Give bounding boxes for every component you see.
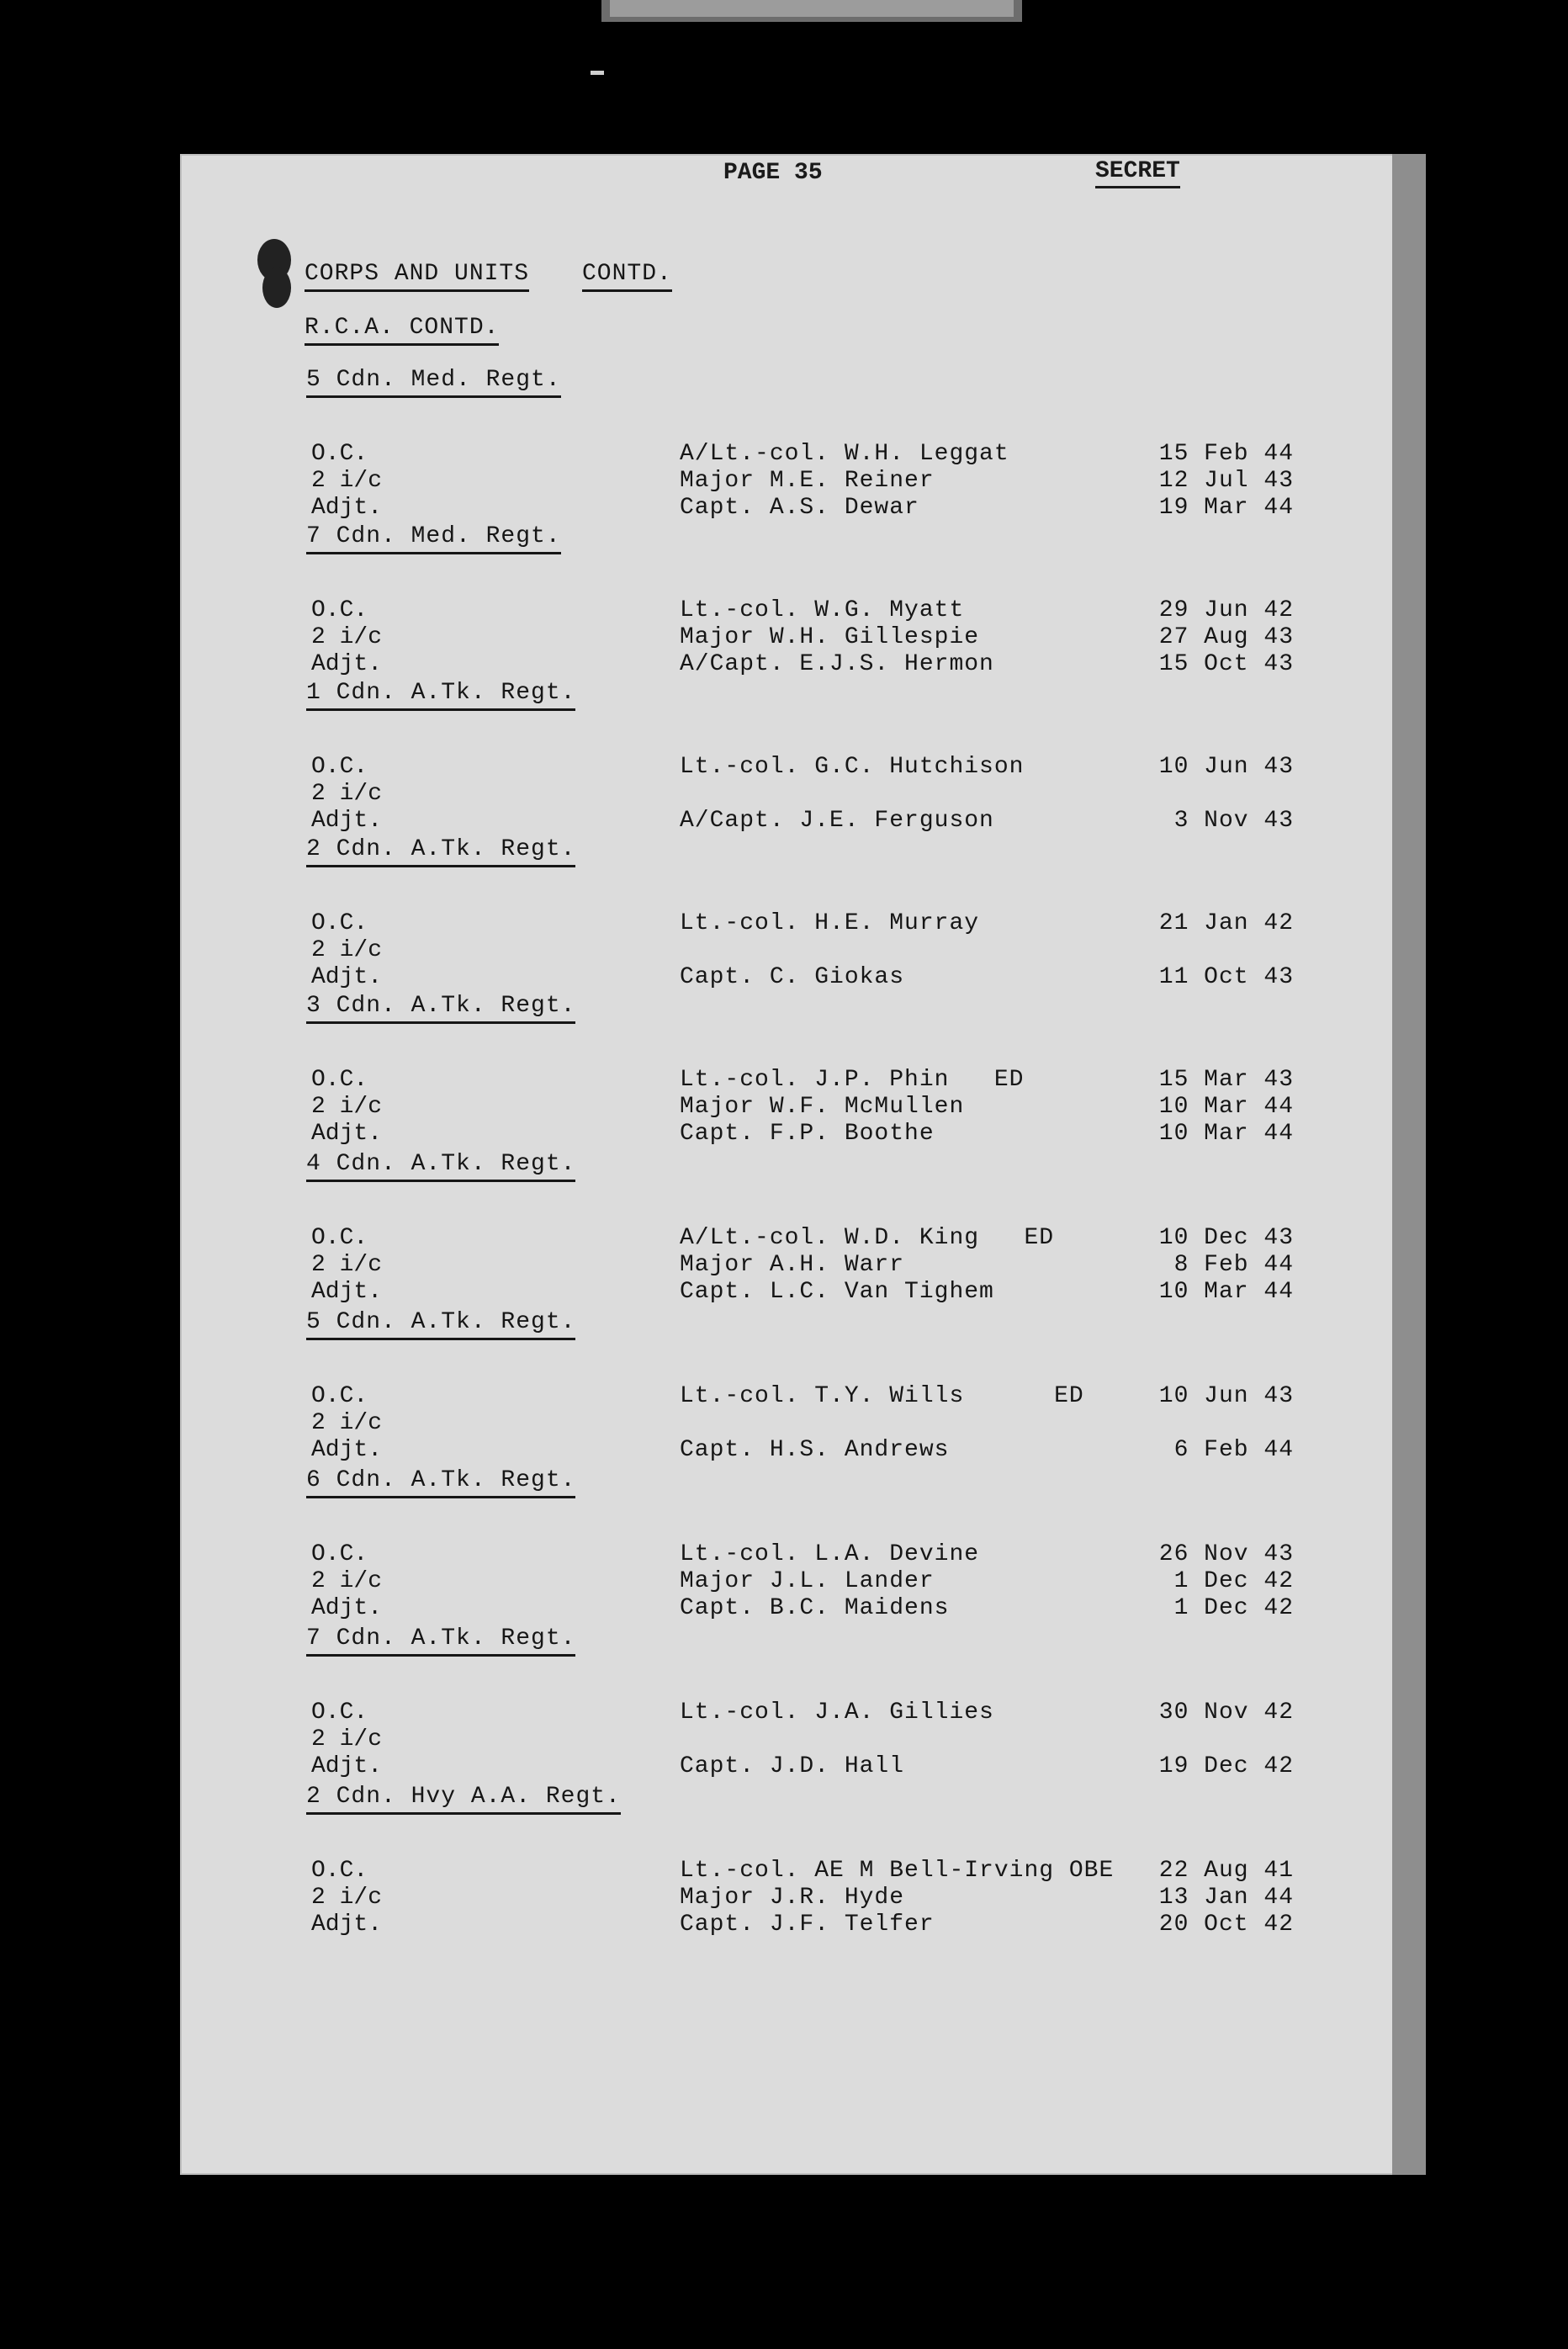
officer-name: Major M.E. Reiner xyxy=(680,468,935,494)
officer-name: Major W.H. Gillespie xyxy=(680,624,980,650)
appointment-date: 6 Feb 44 xyxy=(1173,1437,1294,1463)
appointment-date: 27 Aug 43 xyxy=(1158,624,1294,650)
appointment-role: 2 i/c xyxy=(311,468,383,494)
appointment-role: Adjt. xyxy=(311,495,383,521)
section-title-contd: CONTD. xyxy=(582,261,672,292)
appointment-role: O.C. xyxy=(311,754,368,780)
appointment-role: 2 i/c xyxy=(311,1410,383,1436)
officer-name: Capt. F.P. Boothe xyxy=(680,1121,935,1147)
appointment-date: 15 Mar 43 xyxy=(1158,1067,1294,1093)
appointment-row xyxy=(0,1279,1568,1306)
officer-name: Lt.-col. AE M Bell-Irving OBE xyxy=(680,1858,1115,1884)
appointment-date: 10 Jun 43 xyxy=(1158,754,1294,780)
appointment-row xyxy=(0,468,1568,495)
appointment-date: 12 Jul 43 xyxy=(1158,468,1294,494)
appointment-row xyxy=(0,1437,1568,1464)
appointment-role: O.C. xyxy=(311,597,368,623)
officer-name: Lt.-col. W.G. Myatt xyxy=(680,597,965,623)
appointment-date: 20 Oct 42 xyxy=(1158,1912,1294,1938)
officer-name: Capt. J.D. Hall xyxy=(680,1753,905,1779)
appointment-row xyxy=(0,1753,1568,1780)
unit-heading: 5 Cdn. A.Tk. Regt. xyxy=(306,1309,575,1340)
appointment-row xyxy=(0,624,1568,651)
appointment-role: O.C. xyxy=(311,1067,368,1093)
officer-name: Lt.-col. T.Y. Wills ED xyxy=(680,1383,1084,1409)
appointment-role: 2 i/c xyxy=(311,1726,383,1752)
officer-name: Capt. B.C. Maidens xyxy=(680,1595,950,1621)
unit-heading: 2 Cdn. A.Tk. Regt. xyxy=(306,836,575,867)
appointment-role: Adjt. xyxy=(311,1437,383,1463)
officer-name: Major J.L. Lander xyxy=(680,1568,935,1594)
appointment-row xyxy=(0,1067,1568,1094)
officer-name: Capt. H.S. Andrews xyxy=(680,1437,950,1463)
appointment-date: 8 Feb 44 xyxy=(1173,1252,1294,1278)
unit-heading: 4 Cdn. A.Tk. Regt. xyxy=(306,1151,575,1182)
appointment-row xyxy=(0,1595,1568,1622)
appointment-row xyxy=(0,1858,1568,1885)
appointment-date: 1 Dec 42 xyxy=(1173,1595,1294,1621)
appointment-row xyxy=(0,1885,1568,1912)
officer-name: A/Lt.-col. W.H. Leggat xyxy=(680,441,1009,467)
appointment-role: Adjt. xyxy=(311,808,383,834)
appointment-role: Adjt. xyxy=(311,1753,383,1779)
appointment-row xyxy=(0,1383,1568,1410)
appointment-role: Adjt. xyxy=(311,964,383,990)
appointment-row xyxy=(0,937,1568,964)
officer-name: Capt. J.F. Telfer xyxy=(680,1912,935,1938)
appointment-row xyxy=(0,910,1568,937)
unit-heading: 6 Cdn. A.Tk. Regt. xyxy=(306,1467,575,1498)
appointment-date: 15 Feb 44 xyxy=(1158,441,1294,467)
officer-name: Capt. L.C. Van Tighem xyxy=(680,1279,994,1305)
appointment-row xyxy=(0,1912,1568,1938)
appointment-role: 2 i/c xyxy=(311,781,383,807)
appointment-date: 10 Mar 44 xyxy=(1158,1121,1294,1147)
appointment-role: Adjt. xyxy=(311,1279,383,1305)
appointment-date: 10 Mar 44 xyxy=(1158,1094,1294,1120)
appointment-date: 10 Mar 44 xyxy=(1158,1279,1294,1305)
appointment-row xyxy=(0,754,1568,781)
appointment-date: 15 Oct 43 xyxy=(1158,651,1294,677)
officer-name: Lt.-col. J.P. Phin ED xyxy=(680,1067,1025,1093)
unit-heading: 7 Cdn. Med. Regt. xyxy=(306,523,561,554)
section-title: CORPS AND UNITS xyxy=(305,261,529,292)
appointment-row xyxy=(0,1252,1568,1279)
appointment-date: 10 Jun 43 xyxy=(1158,1383,1294,1409)
appointment-row xyxy=(0,495,1568,522)
unit-heading: 1 Cdn. A.Tk. Regt. xyxy=(306,680,575,711)
subsection-title: R.C.A. CONTD. xyxy=(305,315,499,346)
appointment-row xyxy=(0,1094,1568,1121)
adjacent-frame-strip-inner xyxy=(610,0,1014,17)
appointment-row xyxy=(0,808,1568,835)
officer-name: Lt.-col. L.A. Devine xyxy=(680,1541,980,1567)
appointment-role: O.C. xyxy=(311,1383,368,1409)
appointment-row xyxy=(0,1699,1568,1726)
classification-mark: SECRET xyxy=(1095,158,1180,188)
appointment-date: 22 Aug 41 xyxy=(1158,1858,1294,1884)
appointment-row xyxy=(0,1225,1568,1252)
appointment-role: 2 i/c xyxy=(311,1885,383,1911)
appointment-date: 1 Dec 42 xyxy=(1173,1568,1294,1594)
officer-name: Lt.-col. J.A. Gillies xyxy=(680,1699,994,1726)
appointment-row xyxy=(0,781,1568,808)
page-number: PAGE 35 xyxy=(723,160,823,186)
appointment-date: 26 Nov 43 xyxy=(1158,1541,1294,1567)
officer-name: Capt. C. Giokas xyxy=(680,964,905,990)
officer-name: Major J.R. Hyde xyxy=(680,1885,905,1911)
appointment-role: 2 i/c xyxy=(311,937,383,963)
appointment-role: Adjt. xyxy=(311,1595,383,1621)
appointment-row xyxy=(0,651,1568,678)
unit-heading: 3 Cdn. A.Tk. Regt. xyxy=(306,993,575,1024)
appointment-row xyxy=(0,1121,1568,1148)
appointment-row xyxy=(0,1410,1568,1437)
appointment-date: 3 Nov 43 xyxy=(1173,808,1294,834)
unit-heading: 5 Cdn. Med. Regt. xyxy=(306,367,561,398)
appointment-role: O.C. xyxy=(311,1225,368,1251)
unit-heading: 2 Cdn. Hvy A.A. Regt. xyxy=(306,1784,621,1815)
appointment-role: 2 i/c xyxy=(311,1094,383,1120)
appointment-row xyxy=(0,441,1568,468)
appointment-date: 19 Dec 42 xyxy=(1158,1753,1294,1779)
appointment-row xyxy=(0,597,1568,624)
appointment-role: O.C. xyxy=(311,1541,368,1567)
appointment-role: 2 i/c xyxy=(311,1252,383,1278)
appointment-row xyxy=(0,1541,1568,1568)
appointment-date: 30 Nov 42 xyxy=(1158,1699,1294,1726)
appointment-role: O.C. xyxy=(311,910,368,936)
officer-name: Major W.F. McMullen xyxy=(680,1094,965,1120)
appointment-role: O.C. xyxy=(311,1858,368,1884)
appointment-date: 29 Jun 42 xyxy=(1158,597,1294,623)
appointment-role: 2 i/c xyxy=(311,624,383,650)
film-mark xyxy=(591,71,604,75)
appointment-date: 19 Mar 44 xyxy=(1158,495,1294,521)
unit-heading: 7 Cdn. A.Tk. Regt. xyxy=(306,1625,575,1657)
appointment-role: Adjt. xyxy=(311,651,383,677)
appointment-date: 13 Jan 44 xyxy=(1158,1885,1294,1911)
officer-name: A/Lt.-col. W.D. King ED xyxy=(680,1225,1055,1251)
punch-hole xyxy=(262,268,291,308)
appointment-role: 2 i/c xyxy=(311,1568,383,1594)
officer-name: Lt.-col. H.E. Murray xyxy=(680,910,980,936)
appointment-role: O.C. xyxy=(311,1699,368,1726)
appointment-row xyxy=(0,1726,1568,1753)
appointment-role: Adjt. xyxy=(311,1912,383,1938)
officer-name: Capt. A.S. Dewar xyxy=(680,495,919,521)
appointment-row xyxy=(0,1568,1568,1595)
officer-name: A/Capt. E.J.S. Hermon xyxy=(680,651,994,677)
appointment-date: 10 Dec 43 xyxy=(1158,1225,1294,1251)
appointment-date: 11 Oct 43 xyxy=(1158,964,1294,990)
officer-name: Major A.H. Warr xyxy=(680,1252,905,1278)
officer-name: Lt.-col. G.C. Hutchison xyxy=(680,754,1025,780)
appointment-row xyxy=(0,964,1568,991)
appointment-date: 21 Jan 42 xyxy=(1158,910,1294,936)
appointment-role: O.C. xyxy=(311,441,368,467)
appointment-role: Adjt. xyxy=(311,1121,383,1147)
officer-name: A/Capt. J.E. Ferguson xyxy=(680,808,994,834)
